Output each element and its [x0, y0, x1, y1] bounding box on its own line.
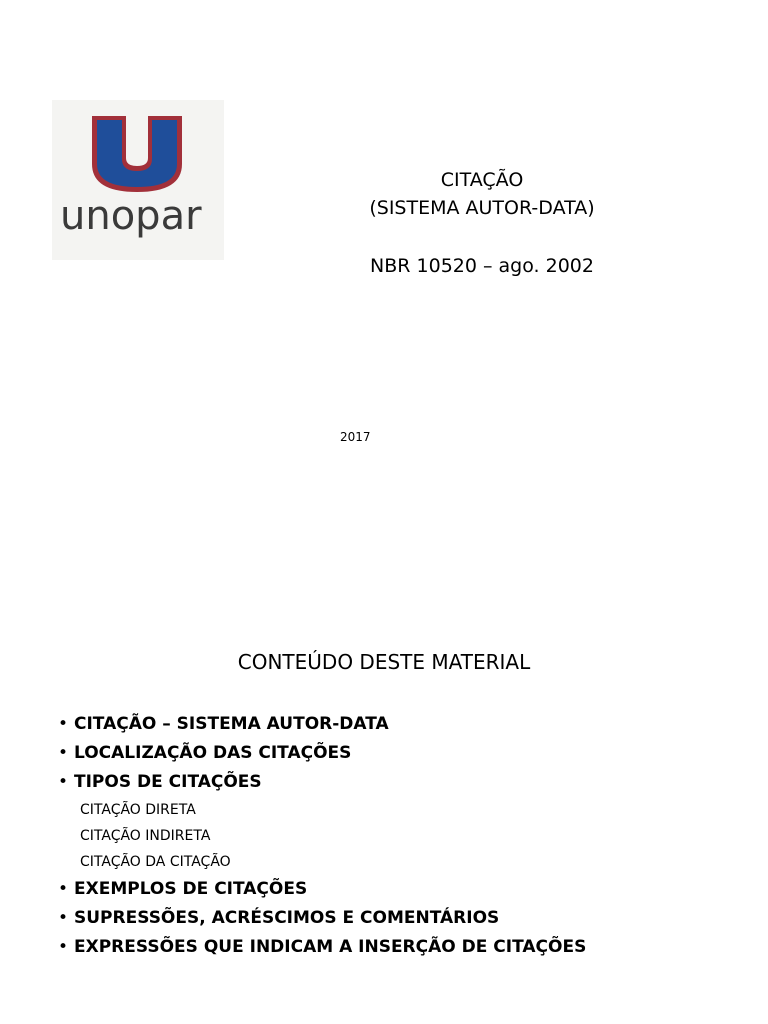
- title-line-2: (SISTEMA AUTOR-DATA): [369, 197, 595, 219]
- list-item: • LOCALIZAÇÃO DAS CITAÇÕES: [58, 739, 586, 768]
- year-label: 2017: [340, 430, 371, 444]
- contents-list: [58, 710, 586, 962]
- sub-list-item: CITAÇÃO INDIRETA: [80, 828, 211, 844]
- title-block: [330, 166, 634, 280]
- sub-list-item: CITAÇÃO DIRETA: [80, 802, 196, 818]
- unopar-u-logo-icon: [90, 114, 184, 194]
- contents-heading: CONTEÚDO DESTE MATERIAL: [237, 650, 531, 674]
- list-item: • CITAÇÃO – SISTEMA AUTOR-DATA: [58, 710, 586, 739]
- sub-list-item: CITAÇÃO DA CITAÇÃO: [80, 854, 231, 870]
- list-item: • TIPOS DE CITAÇÕES: [58, 768, 586, 797]
- list-item: • EXPRESSÕES QUE INDICAM A INSERÇÃO DE CITAÇÕES: [58, 933, 586, 962]
- logo-wordmark: unopar: [60, 193, 202, 239]
- title-line-1: CITAÇÃO: [440, 169, 524, 191]
- unopar-logo: [52, 100, 224, 260]
- contents-slide: [0, 512, 768, 1024]
- list-item: • SUPRESSÕES, ACRÉSCIMOS E COMENTÁRIOS: [58, 904, 586, 933]
- list-item: • EXEMPLOS DE CITAÇÕES: [58, 875, 586, 904]
- standard-label: NBR 10520 – ago. 2002: [370, 255, 594, 277]
